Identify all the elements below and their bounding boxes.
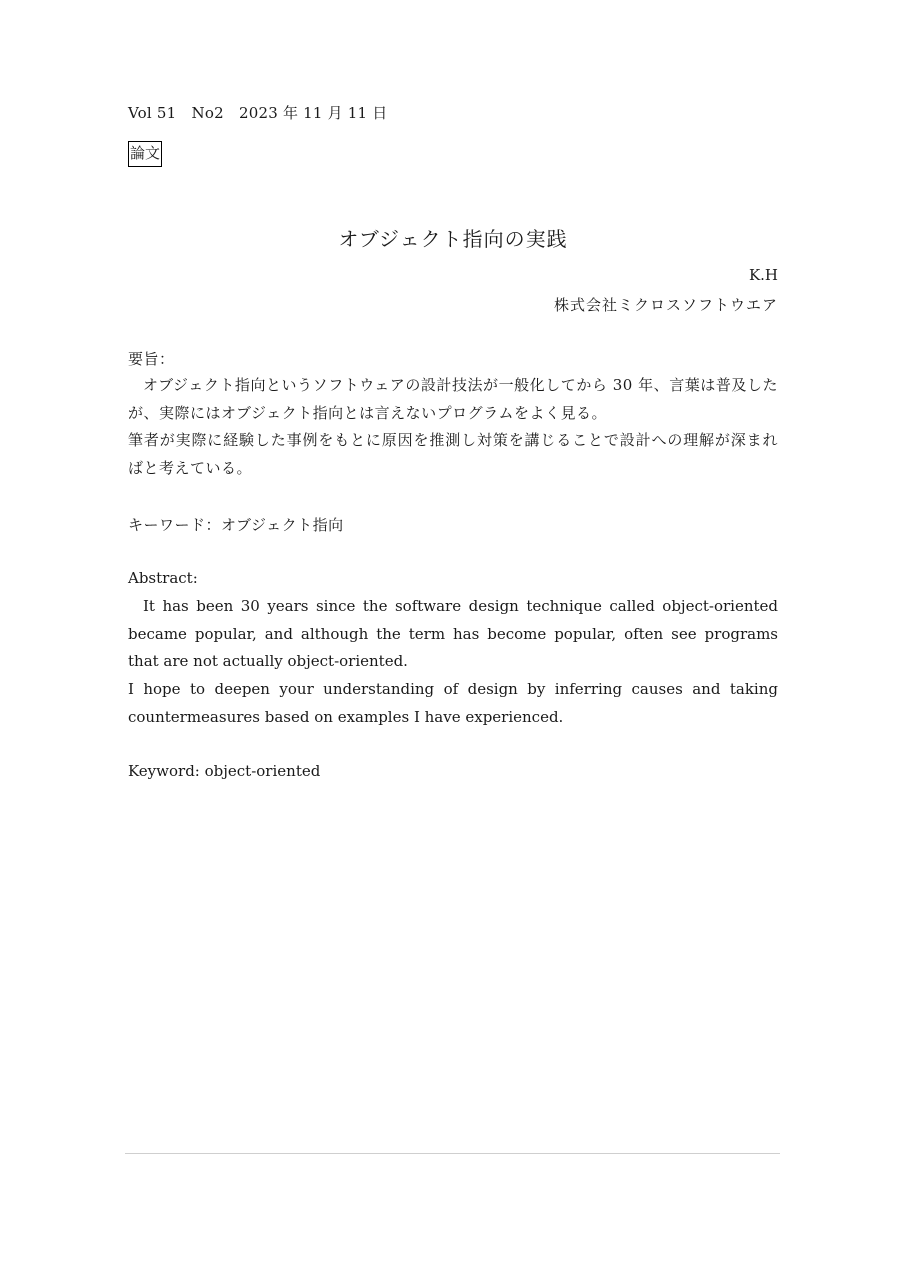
- abstract-label: Abstract:: [128, 569, 198, 587]
- footer-rule: [125, 1153, 780, 1154]
- summary-paragraph-1: オブジェクト指向というソフトウェアの設計技法が一般化してから 30 年、言葉は普及したが、実際にはオブジェクト指向とは言えないプログラムをよく見る。: [128, 376, 778, 422]
- keywords-ja: キーワード：オブジェクト指向: [128, 516, 344, 534]
- summary-paragraph-2: 筆者が実際に経験した事例をもとに原因を推測し対策を講じることで設計への理解が深まればと考えている。: [128, 431, 778, 477]
- category-badge: 論文: [128, 141, 162, 167]
- abstract-paragraph-2: I hope to deepen your understanding of design by inferring causes and taking countermeasures based on examples I have experienced.: [128, 680, 778, 726]
- abstract-paragraph-1: It has been 30 years since the software design technique called object-oriented became popular, and although the term has become popular, often see programs that are not actually object-oriented.: [128, 597, 778, 670]
- keywords-en: Keyword: object-oriented: [128, 762, 321, 780]
- author-affiliation: 株式会社ミクロスソフトウエア: [553, 296, 778, 314]
- author-name: K.H: [748, 266, 778, 284]
- summary-label: 要旨：: [128, 350, 175, 368]
- issue-line: Vol 51 No2 2023 年 11 月 11 日: [128, 104, 388, 122]
- paper-title: オブジェクト指向の実践: [338, 227, 568, 251]
